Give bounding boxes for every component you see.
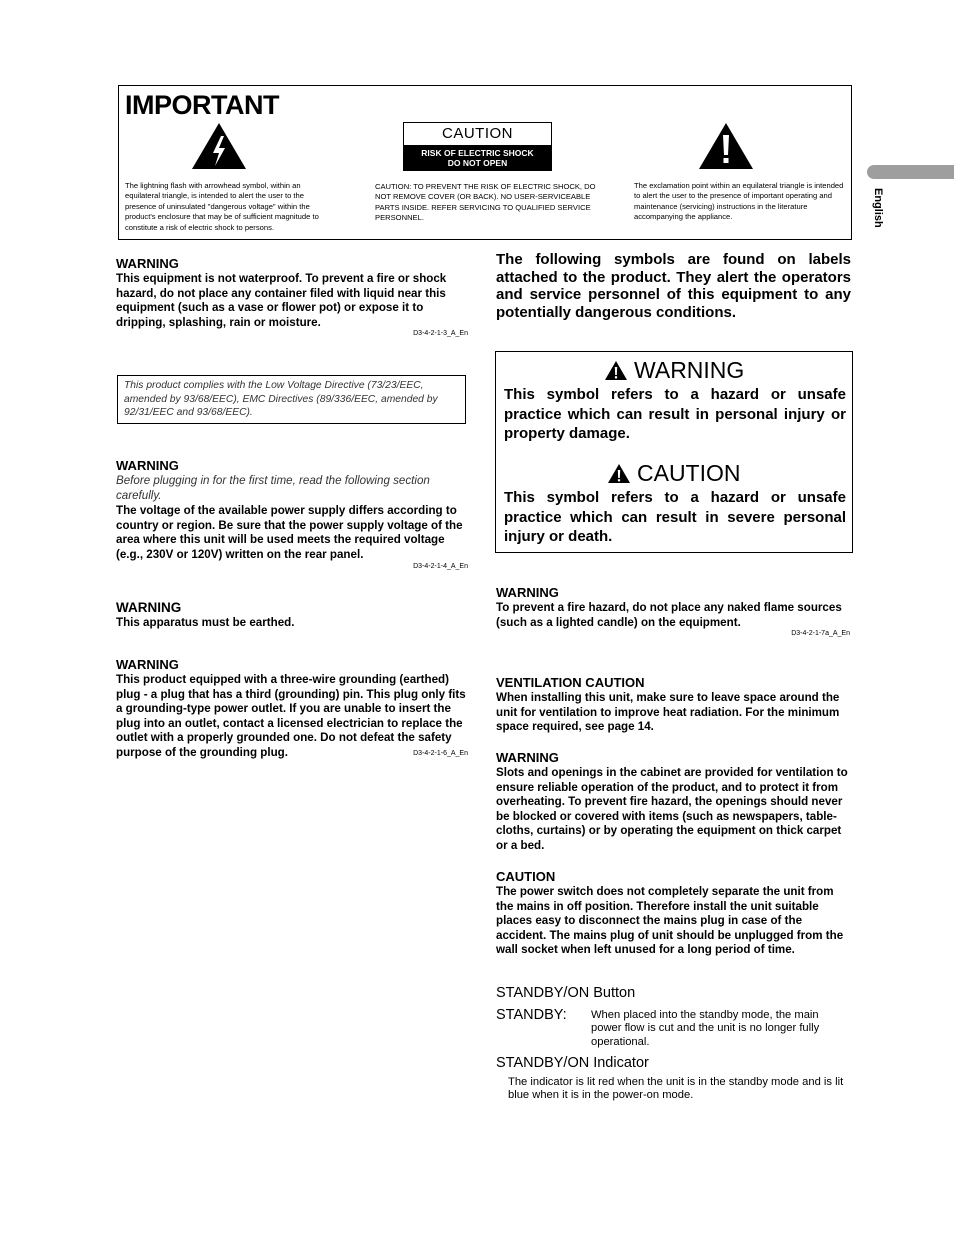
warning-body: Slots and openings in the cabinet are provided for ventilation to ensure reliable operation of the product, and to protect it from overheating. To prevent fire hazard, the openings should never be blocked or covered with items (such as newspapers, table-cloths, curtains) or by operating the equipment on thick carpet or a bed.	[496, 766, 848, 852]
warning-earthed	[116, 600, 468, 631]
caution-label	[403, 122, 552, 171]
lightning-warning-icon	[191, 122, 247, 175]
lightning-explanation: The lightning flash with arrowhead symbol, within an equilateral triangle, is intended to alert the user to the presence of uninsulated "dangerous voltage" within the product's enclosure that may be of sufficient magnitude to constitute a risk of electric shock to persons.	[125, 181, 319, 232]
caution-heading: CAUTION	[496, 869, 556, 884]
warning-heading: WARNING	[116, 600, 182, 615]
warning-symbol-heading	[604, 357, 744, 384]
warning-symbol-title: WARNING	[634, 357, 745, 383]
warning-grounding-plug	[116, 657, 468, 757]
caution-label-line2: DO NOT OPEN	[447, 158, 508, 168]
caution-triangle-icon	[607, 463, 631, 484]
warning-openings	[496, 750, 850, 854]
doc-code: D3-4-2-1-6_A_En	[413, 749, 468, 757]
important-title: IMPORTANT	[125, 90, 279, 120]
warning-heading: WARNING	[116, 256, 179, 271]
caution-label-shock	[404, 145, 551, 170]
language-label: English	[872, 188, 884, 228]
caution-symbol-heading	[607, 460, 741, 487]
warning-heading: WARNING	[496, 585, 559, 600]
warning-waterproof	[116, 256, 468, 337]
symbols-box	[495, 351, 853, 553]
ventilation-heading: VENTILATION CAUTION	[496, 675, 645, 690]
warning-body: The voltage of the available power supply differs according to country or region. Be sure that the power supply voltage of the area where this unit will be used meets the required voltage (e.g., 230V or 120V) written on the rear panel.	[116, 504, 463, 561]
warning-intro: Before plugging in for the first time, read the following section carefully.	[116, 474, 430, 502]
standby-description: When placed into the standby mode, the main power flow is cut and the unit is no longer fully operational.	[591, 1009, 820, 1048]
warning-triangle-icon	[604, 360, 628, 381]
ventilation-caution	[496, 675, 850, 735]
caution-symbol-text: This symbol refers to a hazard or unsafe practice which can result in severe personal injury or death.	[504, 489, 846, 545]
standby-indicator-heading: STANDBY/ON Indicator	[496, 1055, 649, 1071]
caution-label-line1: RISK OF ELECTRIC SHOCK	[421, 148, 534, 158]
doc-code: D3-4-2-1-4_A_En	[413, 562, 468, 570]
important-notice-box	[118, 85, 852, 240]
caution-label-title: CAUTION	[442, 125, 513, 142]
caution-power-switch	[496, 869, 850, 958]
low-voltage-directive-box: This product complies with the Low Voltage Directive (73/23/EEC, amended by 93/68/EEC), EMC Directives (89/336/EEC, amended by 92/31/EEC and 93/68/EEC).	[117, 375, 466, 424]
warning-symbol-text: This symbol refers to a hazard or unsafe practice which can result in personal injury or property damage.	[504, 386, 846, 442]
caution-symbol-title: CAUTION	[637, 460, 741, 486]
caution-explanation: CAUTION: TO PREVENT THE RISK OF ELECTRIC SHOCK, DO NOT REMOVE COVER (OR BACK). NO USER-SERVICEABLE PARTS INSIDE. REFER SERVICING TO QUALIFIED SERVICE PERSONNEL.	[375, 182, 596, 223]
warning-naked-flame	[496, 585, 850, 637]
warning-body: This equipment is not waterproof. To prevent a fire or shock hazard, do not place any container filed with liquid near this equipment (such as a vase or flower pot) or expose it to dripping, splashing, rain or moisture.	[116, 272, 447, 329]
standby-button-heading: STANDBY/ON Button	[496, 985, 636, 1001]
exclamation-explanation: The exclamation point within an equilateral triangle is intended to alert the user to the presence of important operating and maintenance (servicing) instructions in the literature accompanying the appliance.	[634, 181, 844, 222]
language-tab	[867, 165, 954, 179]
warning-body: To prevent a fire hazard, do not place any naked flame sources (such as a lighted candle) on the equipment.	[496, 601, 842, 629]
warning-body: This apparatus must be earthed.	[116, 616, 295, 629]
symbols-intro: The following symbols are found on labels attached to the product. They alert the operators and service personnel of this equipment to any potentially dangerous conditions.	[496, 251, 851, 321]
warning-heading: WARNING	[116, 458, 179, 473]
doc-code: D3-4-2-1-3_A_En	[413, 330, 468, 338]
exclamation-warning-icon	[698, 122, 754, 175]
standby-label: STANDBY:	[496, 1007, 567, 1023]
standby-indicator-description: The indicator is lit red when the unit is in the standby mode and is lit blue when it is in the power-on mode.	[508, 1076, 844, 1102]
warning-heading: WARNING	[116, 657, 179, 672]
warning-body: This product equipped with a three-wire grounding (earthed) plug - a plug that has a third (grounding) pin. This plug only fits a grounding-type power outlet. If you are unable to insert the plug into an outlet, contact a licensed electrician to replace the outlet with a properly grounded one. Do not defeat the safety purpose of the grounding plug.	[116, 673, 466, 759]
doc-code: D3-4-2-1-7a_A_En	[791, 630, 850, 638]
warning-heading: WARNING	[496, 750, 559, 765]
warning-power-supply	[116, 458, 468, 570]
ventilation-body: When installing this unit, make sure to leave space around the unit for ventilation to improve heat radiation. For the minimum space required, see page 14.	[496, 691, 840, 734]
caution-body: The power switch does not completely separate the unit from the mains in off position. Therefore install the unit suitable places easy to disconnect the mains plug in case of the accident. The mains plug of unit should be unplugged from the wall socket when left unused for a long period of time.	[496, 885, 844, 957]
